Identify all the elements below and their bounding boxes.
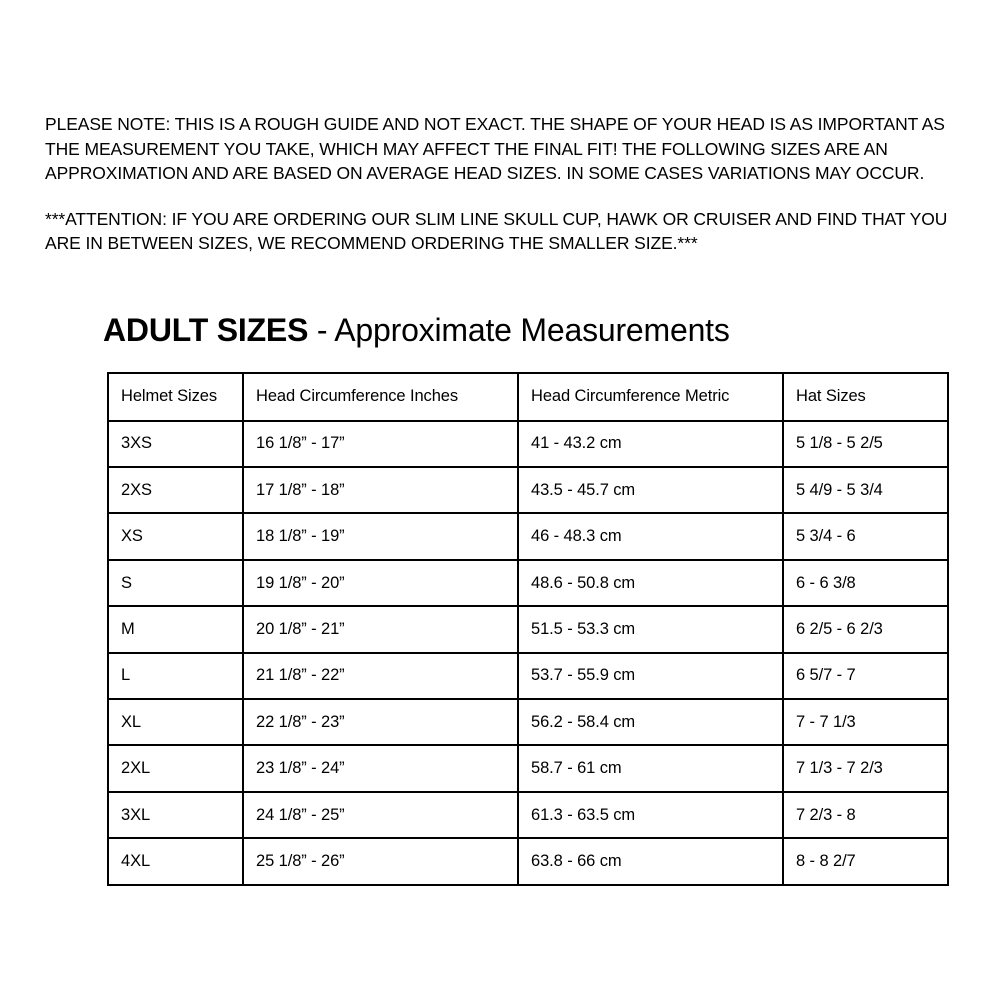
cell-inches: 23 1/8” - 24” <box>243 745 518 791</box>
cell-metric: 48.6 - 50.8 cm <box>518 560 783 606</box>
cell-metric: 43.5 - 45.7 cm <box>518 467 783 513</box>
table-body <box>108 421 948 885</box>
table-row <box>108 421 948 467</box>
table-header-row <box>108 373 948 421</box>
cell-metric: 41 - 43.2 cm <box>518 421 783 467</box>
cell-helmet-size: 2XL <box>108 745 243 791</box>
adult-sizes-table <box>107 372 949 886</box>
cell-helmet-size: XL <box>108 699 243 745</box>
cell-helmet-size: S <box>108 560 243 606</box>
cell-hat-size: 7 - 7 1/3 <box>783 699 948 745</box>
table-row <box>108 653 948 699</box>
table-row <box>108 606 948 652</box>
cell-helmet-size: L <box>108 653 243 699</box>
cell-metric: 51.5 - 53.3 cm <box>518 606 783 652</box>
disclaimer-paragraph-1: PLEASE NOTE: THIS IS A ROUGH GUIDE AND NOT EXACT. THE SHAPE OF YOUR HEAD IS AS IMPORTANT AS THE MEASUREMENT YOU TAKE, WHICH MAY AFFECT THE FINAL FIT! THE FOLLOWING SIZES ARE AN APPROXIMATION AND ARE BASED ON AVERAGE HEAD SIZES. IN SOME CASES VARIATIONS MAY OCCUR. <box>45 114 945 183</box>
cell-hat-size: 8 - 8 2/7 <box>783 838 948 884</box>
cell-hat-size: 7 1/3 - 7 2/3 <box>783 745 948 791</box>
disclaimer-paragraph-2: ***ATTENTION: IF YOU ARE ORDERING OUR SLIM LINE SKULL CUP, HAWK OR CRUISER AND FIND THAT YOU ARE IN BETWEEN SIZES, WE RECOMMEND ORDERING THE SMALLER SIZE.*** <box>45 208 948 253</box>
cell-helmet-size: XS <box>108 513 243 559</box>
cell-hat-size: 5 1/8 - 5 2/5 <box>783 421 948 467</box>
table-row <box>108 838 948 884</box>
cell-inches: 22 1/8” - 23” <box>243 699 518 745</box>
disclaimer-block <box>45 112 955 256</box>
table-row <box>108 745 948 791</box>
cell-metric: 58.7 - 61 cm <box>518 745 783 791</box>
column-header-hat-sizes: Hat Sizes <box>783 373 948 421</box>
cell-helmet-size: M <box>108 606 243 652</box>
cell-hat-size: 5 3/4 - 6 <box>783 513 948 559</box>
table-row <box>108 699 948 745</box>
cell-inches: 16 1/8” - 17” <box>243 421 518 467</box>
table-row <box>108 467 948 513</box>
page-title <box>103 313 955 348</box>
cell-helmet-size: 3XL <box>108 792 243 838</box>
cell-helmet-size: 2XS <box>108 467 243 513</box>
cell-hat-size: 7 2/3 - 8 <box>783 792 948 838</box>
cell-inches: 21 1/8” - 22” <box>243 653 518 699</box>
column-header-head-circumference-inches: Head Circumference Inches <box>243 373 518 421</box>
cell-hat-size: 6 5/7 - 7 <box>783 653 948 699</box>
cell-hat-size: 5 4/9 - 5 3/4 <box>783 467 948 513</box>
cell-helmet-size: 4XL <box>108 838 243 884</box>
page-title-bold: ADULT SIZES <box>103 311 309 348</box>
table-row <box>108 792 948 838</box>
column-header-helmet-sizes: Helmet Sizes <box>108 373 243 421</box>
cell-metric: 61.3 - 63.5 cm <box>518 792 783 838</box>
cell-inches: 20 1/8” - 21” <box>243 606 518 652</box>
cell-hat-size: 6 2/5 - 6 2/3 <box>783 606 948 652</box>
cell-metric: 63.8 - 66 cm <box>518 838 783 884</box>
table-row <box>108 560 948 606</box>
cell-metric: 53.7 - 55.9 cm <box>518 653 783 699</box>
cell-metric: 46 - 48.3 cm <box>518 513 783 559</box>
cell-inches: 24 1/8” - 25” <box>243 792 518 838</box>
table-row <box>108 513 948 559</box>
cell-helmet-size: 3XS <box>108 421 243 467</box>
cell-inches: 25 1/8” - 26” <box>243 838 518 884</box>
column-header-head-circumference-metric: Head Circumference Metric <box>518 373 783 421</box>
cell-inches: 19 1/8” - 20” <box>243 560 518 606</box>
cell-hat-size: 6 - 6 3/8 <box>783 560 948 606</box>
cell-inches: 18 1/8” - 19” <box>243 513 518 559</box>
page-title-light: - Approximate Measurements <box>308 311 730 348</box>
cell-metric: 56.2 - 58.4 cm <box>518 699 783 745</box>
cell-inches: 17 1/8” - 18” <box>243 467 518 513</box>
